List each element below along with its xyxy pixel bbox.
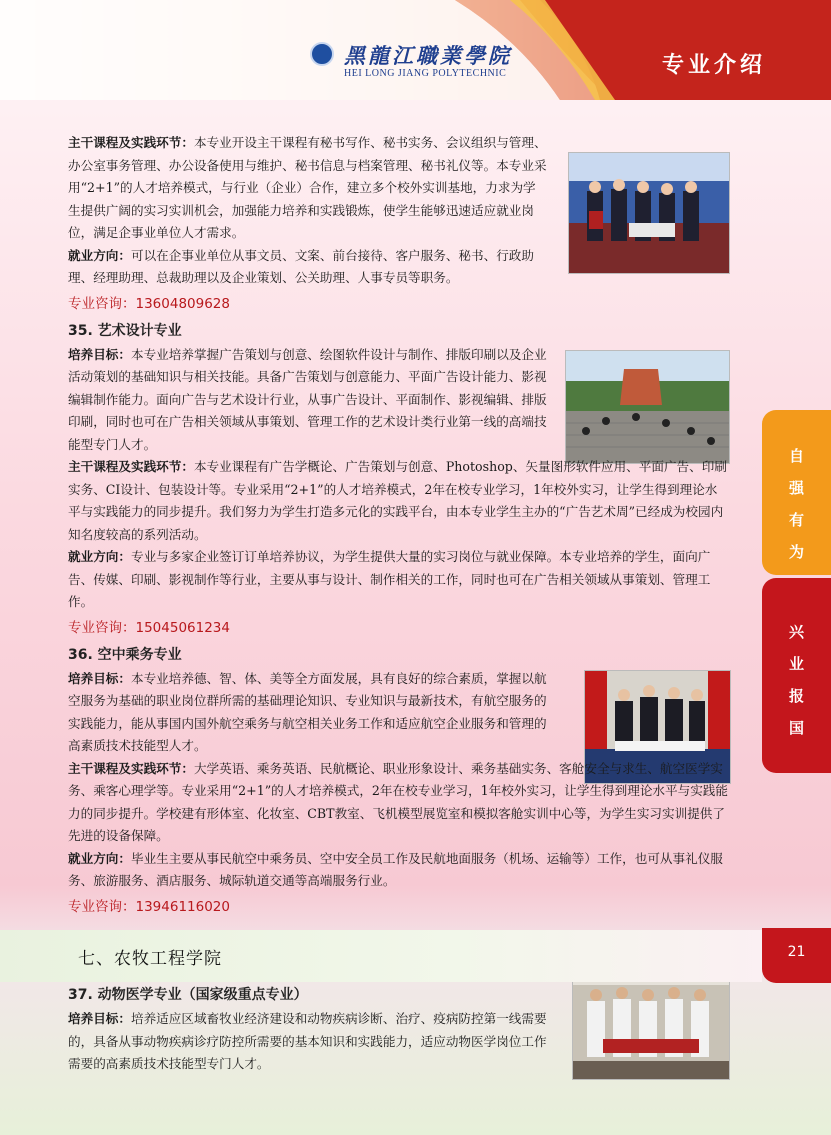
art-courses-text: 本专业课程有广告学概论、广告策划与创意、Photoshop、矢量图形软件应用、平面广告、印刷实务、CI设计、包装设计等。专业采用“2+1”的人才培养模式，2年在校专业学习，1年校外实习，让学生得到理论水平与实践能力的同步提升。我们努力为学生打造多元化的实践平台，由本专业学生主办的“广告艺术周”已经成为校园内知名度较高的系列活动。	[68, 459, 727, 542]
art-major-title: 35. 艺术设计专业	[68, 322, 182, 339]
secretary-courses-text: 本专业开设主干课程有秘书写作、秘书实务、会议组织与管理、办公室事务管理、办公设备使用与维护、秘书信息与档案管理、秘书礼仪等。本专业采用“2+1”的人才培养模式，与行业（企业）合作，建立多个校外实训基地，力求为学生提供广阔的实习实训机会，加强能力培养和实践锻炼，使学生能够迅速适应就业岗位，满足企事业单位人才需求。	[68, 135, 547, 240]
art-goal-text: 本专业培养掌握广告策划与创意、绘图软件设计与制作、排版印刷以及企业活动策划的基础知识与相关技能。具备广告策划与创意能力、平面广告设计能力、影视编辑制作能力。面向广告与艺术设计行业，从事广告设计、平面制作、影视编辑、排版印刷，同时也可在广告相关领域从事策划、管理工作的艺术设计类行业第一线的高端技能型专门人才。	[68, 346, 547, 452]
page-header	[0, 0, 831, 100]
motto-char: 业	[788, 655, 804, 673]
motto-char: 国	[788, 719, 804, 737]
college-title: 七、农牧工程学院	[78, 949, 222, 969]
motto-char: 报	[788, 687, 804, 705]
page-number: 21	[787, 944, 806, 960]
flight-major-title: 36. 空中乘务专业	[68, 646, 182, 663]
art-consult: 专业咨询：15045061234	[68, 619, 230, 636]
art-employment-text: 专业与多家企业签订订单培养协议，为学生提供大量的实习岗位与就业保障。本专业培养的学生，面向广告、传媒、印刷、影视制作等行业，主要从事与设计、制作相关的工作，同时也可在广告相关领域从事策划、管理工作。	[68, 549, 711, 609]
flight-employment-label: 就业方向：	[68, 850, 131, 866]
secretary-employment	[68, 245, 548, 290]
flight-courses-label: 主干课程及实践环节：	[68, 760, 194, 776]
flight-courses	[68, 758, 728, 848]
flight-employment	[68, 848, 728, 893]
flight-consult: 专业咨询：13946116020	[68, 898, 230, 915]
motto-char: 自	[788, 447, 804, 465]
vet-major-title: 37. 动物医学专业（国家级重点专业）	[68, 987, 308, 1003]
vet-goal-label: 培养目标：	[68, 1011, 131, 1026]
secretary-consult: 专业咨询：13604809628	[68, 295, 230, 312]
school-logo-icon	[310, 42, 334, 66]
motto-char: 强	[788, 479, 804, 497]
art-courses	[68, 456, 728, 546]
flight-goal-text: 本专业培养德、智、体、美等全方面发展，具有良好的综合素质，掌握以航空服务为基础的职业岗位群所需的基础理论知识、专业知识与最新技术，有航空服务的实践能力，能从事国内国外航空乘务与航空相关业务工作和适应航空企业服务和管理的高素质技术技能型人才。	[68, 670, 547, 753]
flight-employment-text: 毕业生主要从事民航空中乘务员、空中安全员工作及民航地面服务（机场、运输等）工作，也可从事礼仪服务、旅游服务、酒店服务、城际轨道交通等高端服务行业。	[68, 850, 723, 888]
school-name-en: HEI LONG JIANG POLYTECHNIC	[344, 68, 507, 79]
vet-goal	[68, 1008, 558, 1076]
flight-goal	[68, 668, 558, 758]
art-employment	[68, 546, 728, 614]
section-title: 专业介绍	[662, 53, 767, 78]
vet-goal-text: 培养适应区域畜牧业经济建设和动物疾病诊断、治疗、疫病防控第一线需要的，具备从事动物疾病诊疗防控所需要的基本知识和实践能力，适应动物医学岗位工作需要的高素质技术技能型专门人才。	[68, 1011, 547, 1071]
art-goal	[68, 344, 548, 457]
art-goal-label: 培养目标：	[68, 346, 131, 362]
art-courses-label: 主干课程及实践环节：	[68, 459, 194, 474]
motto-char: 兴	[788, 623, 804, 641]
motto-char: 有	[788, 511, 804, 529]
secretary-employment-label: 就业方向：	[68, 247, 131, 263]
motto-char: 为	[788, 543, 804, 561]
vet-content	[68, 980, 558, 1076]
main-content	[68, 132, 758, 921]
school-name-cn: 黑龍江職業學院	[344, 43, 512, 68]
flight-courses-text: 大学英语、乘务英语、民航概论、职业形象设计、乘务基础实务、客舱安全与求生、航空医学实务、乘客心理学等。专业采用“2+1”的人才培养模式，2年在校专业学习，1年校外实习，让学生得到理论水平与实践能力的同步提升。学校建有形体室、化妆室、CBT教室、飞机模型展览室和模拟客舱实训中心等，为学生实习实训提供了先进的设备保障。	[68, 760, 728, 843]
secretary-courses-label: 主干课程及实践环节：	[68, 135, 194, 150]
art-employment-label: 就业方向：	[68, 549, 131, 564]
secretary-courses	[68, 132, 548, 245]
flight-goal-label: 培养目标：	[68, 670, 131, 686]
secretary-employment-text: 可以在企事业单位从事文员、文案、前台接待、客户服务、秘书、行政助理、经理助理、总裁助理以及企业策划、公关助理、人事专员等职务。	[68, 247, 534, 285]
